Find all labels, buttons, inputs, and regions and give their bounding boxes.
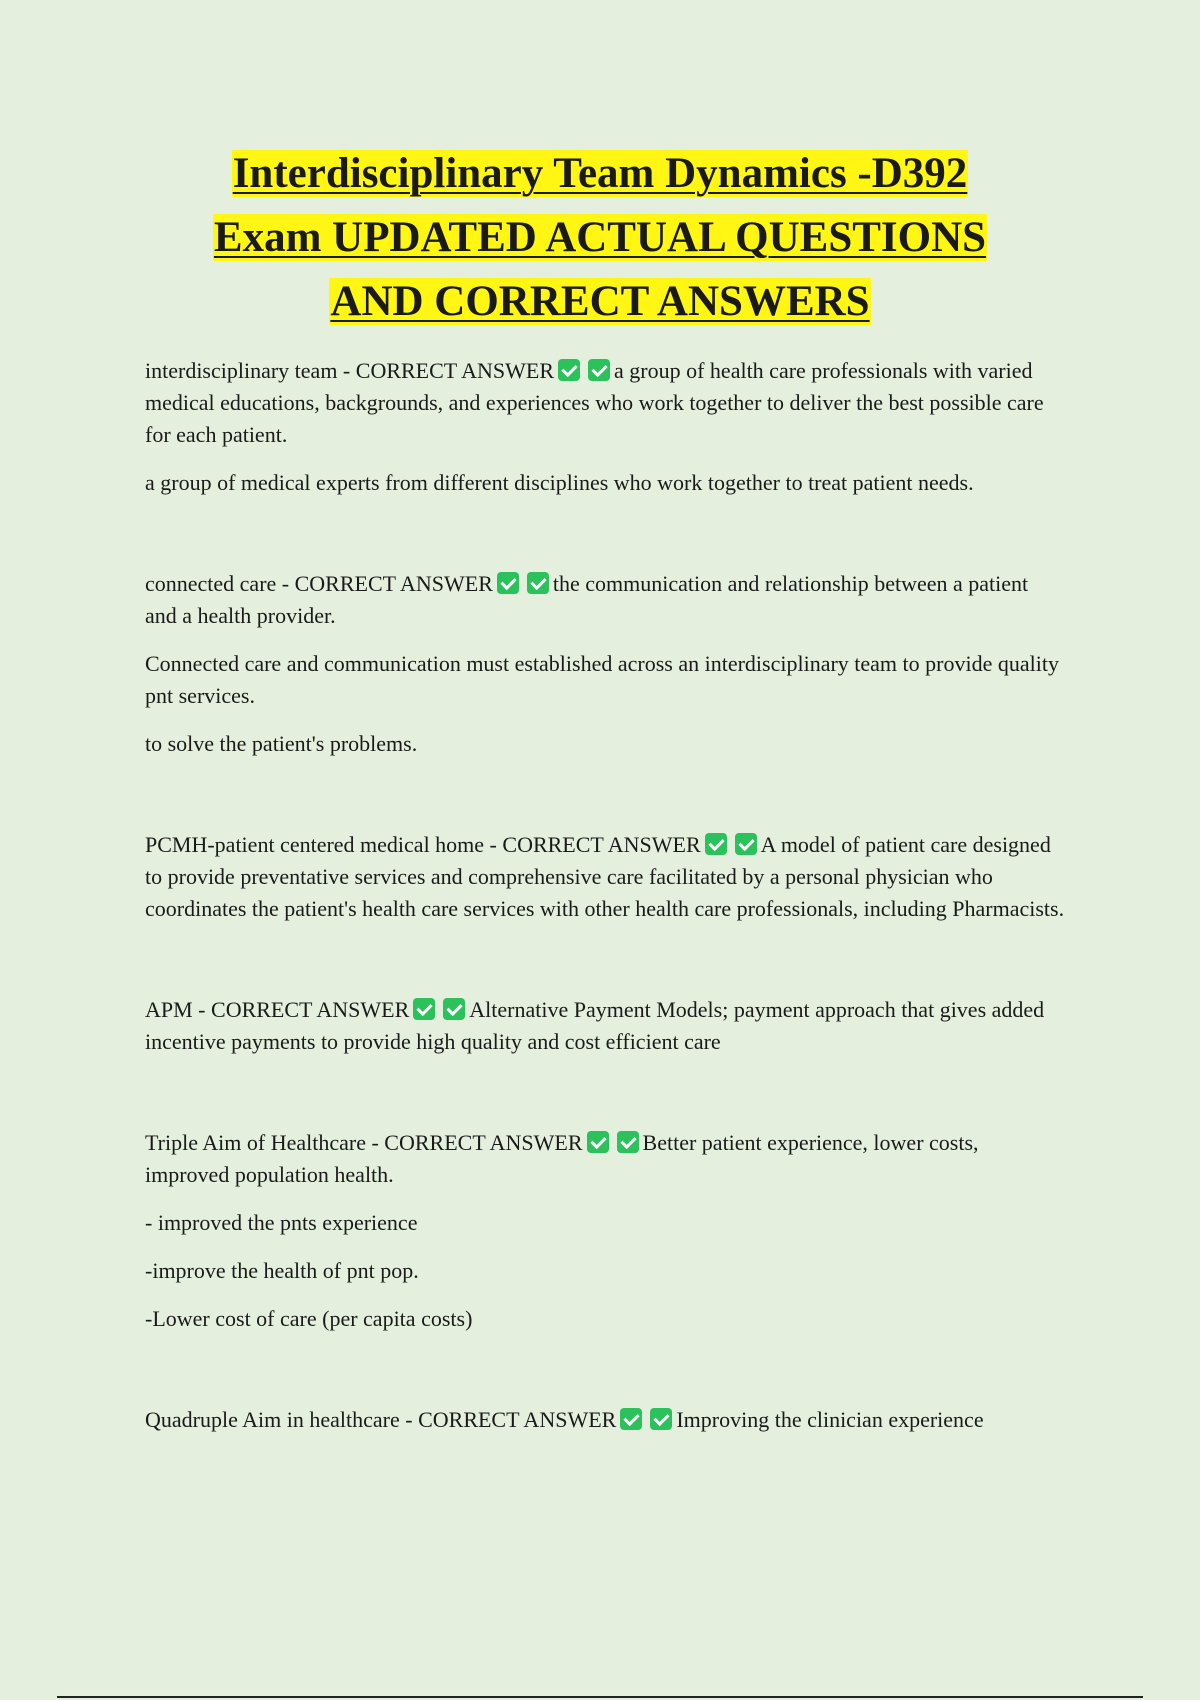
title-line: Exam UPDATED ACTUAL QUESTIONS <box>213 214 987 261</box>
title-line: Interdisciplinary Team Dynamics -D392 <box>232 150 968 197</box>
qa-entry <box>145 1404 1065 1436</box>
qa-answer-note: a group of medical experts from different disciplines who work together to treat patient needs. <box>145 470 974 495</box>
check-mark-button-icon <box>527 572 549 594</box>
qa-term: connected care - <box>145 571 295 596</box>
document-title <box>100 142 1100 334</box>
correct-answer-label: CORRECT ANSWER <box>211 997 410 1022</box>
qa-answer-note: -improve the health of pnt pop. <box>145 1258 419 1283</box>
qa-entry <box>145 568 1065 760</box>
qa-answer-note: to solve the patient's problems. <box>145 731 418 756</box>
title-line: AND CORRECT ANSWERS <box>330 278 870 325</box>
qa-question-line <box>145 1127 1065 1191</box>
check-mark-button-icon <box>413 998 435 1020</box>
check-mark-button-icon <box>558 359 580 381</box>
check-mark-button-icon <box>620 1408 642 1430</box>
page-bottom-rule <box>57 1696 1143 1698</box>
qa-answer-note: Connected care and communication must established across an interdisciplinary team to provide quality pnt services. <box>145 651 1059 708</box>
correct-answer-label: CORRECT ANSWER <box>384 1130 583 1155</box>
qa-term: Quadruple Aim in healthcare - <box>145 1407 419 1432</box>
qa-question-line <box>145 1404 1065 1436</box>
qa-answer: Better patient experience, lower costs, improved population health. <box>145 1130 979 1187</box>
qa-answer-note: - improved the pnts experience <box>145 1210 418 1235</box>
qa-question-line <box>145 994 1065 1058</box>
qa-list <box>145 355 1065 1436</box>
qa-entry <box>145 1127 1065 1335</box>
qa-entry <box>145 355 1065 499</box>
qa-term: Triple Aim of Healthcare - <box>145 1130 385 1155</box>
check-mark-button-icon <box>617 1131 639 1153</box>
qa-question-line <box>145 568 1065 632</box>
check-mark-button-icon <box>588 359 610 381</box>
qa-answer: Improving the clinician experience <box>676 1407 984 1432</box>
qa-term: PCMH-patient centered medical home - <box>145 832 503 857</box>
qa-answer: A model of patient care designed to provide preventative services and comprehensive care facilitated by a personal physician who coordinates the patient's health care services with other health care professionals, including Pharmacists. <box>145 832 1065 921</box>
correct-answer-label: CORRECT ANSWER <box>418 1407 617 1432</box>
qa-question-line <box>145 355 1065 451</box>
qa-answer: Alternative Payment Models; payment approach that gives added incentive payments to provide high quality and cost efficient care <box>145 997 1045 1054</box>
qa-entry <box>145 829 1065 925</box>
qa-entry <box>145 994 1065 1058</box>
qa-answer: a group of health care professionals with varied medical educations, backgrounds, and experiences who work together to deliver the best possible care for each patient. <box>145 358 1044 447</box>
check-mark-button-icon <box>587 1131 609 1153</box>
correct-answer-label: CORRECT ANSWER <box>294 571 493 596</box>
correct-answer-label: CORRECT ANSWER <box>502 832 701 857</box>
check-mark-button-icon <box>497 572 519 594</box>
check-mark-button-icon <box>705 833 727 855</box>
qa-question-line <box>145 829 1065 925</box>
qa-answer-note: -Lower cost of care (per capita costs) <box>145 1306 473 1331</box>
qa-answer: the communication and relationship between a patient and a health provider. <box>145 571 1029 628</box>
qa-term: interdisciplinary team - <box>145 358 356 383</box>
correct-answer-label: CORRECT ANSWER <box>355 358 555 383</box>
check-mark-button-icon <box>443 998 465 1020</box>
qa-term: APM - <box>145 997 212 1022</box>
check-mark-button-icon <box>735 833 757 855</box>
check-mark-button-icon <box>650 1408 672 1430</box>
